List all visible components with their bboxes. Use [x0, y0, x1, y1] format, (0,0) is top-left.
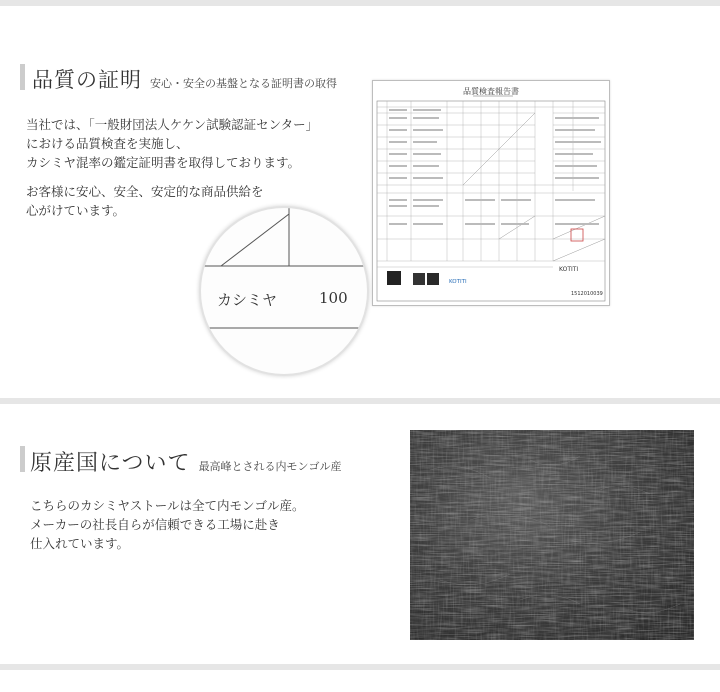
certificate-brand: KOTITI [449, 279, 467, 285]
quality-title: 品質の証明 [32, 68, 142, 92]
certificate-title: 品質検査報告書 [463, 87, 519, 96]
heading-accent-bar [20, 64, 25, 90]
origin-subtitle: 最高峰とされる内モンゴル産 [198, 460, 342, 473]
section-divider-bottom [0, 664, 720, 670]
quality-paragraph: 当社では、「一般財団法人ケケン試験認証センター」 における品質検査を実施し、 カシミヤ混率の鑑定証明書を取得しております。 [26, 117, 319, 170]
origin-title: 原産国について [30, 451, 191, 476]
quality-paragraph-2: お客様に安心、安全、安定的な商品供給を 心がけています。 [26, 184, 264, 218]
quality-subtitle: 安心・安全の基盤となる証明書の取得 [150, 77, 337, 90]
heading-accent-bar [20, 446, 25, 472]
magnifier-fiber-value: 100 [319, 289, 348, 307]
certificate-number: 1512010039 [571, 291, 603, 297]
quality-heading [32, 64, 337, 94]
section-divider-middle [0, 398, 720, 404]
section-divider-top [0, 0, 720, 6]
quality-certificate-image [372, 80, 610, 306]
cashmere-fabric-photo [410, 430, 694, 640]
origin-paragraph: こちらのカシミヤストールは全て内モンゴル産。 メーカーの社長自らが信頼できる工場に赴き 仕入れています。 [30, 498, 305, 551]
magnifier-fiber-label: カシミヤ [217, 291, 278, 309]
certificate-issuer: KOTITI [559, 266, 579, 273]
certificate-magnifier [199, 206, 369, 376]
origin-heading [30, 446, 342, 477]
